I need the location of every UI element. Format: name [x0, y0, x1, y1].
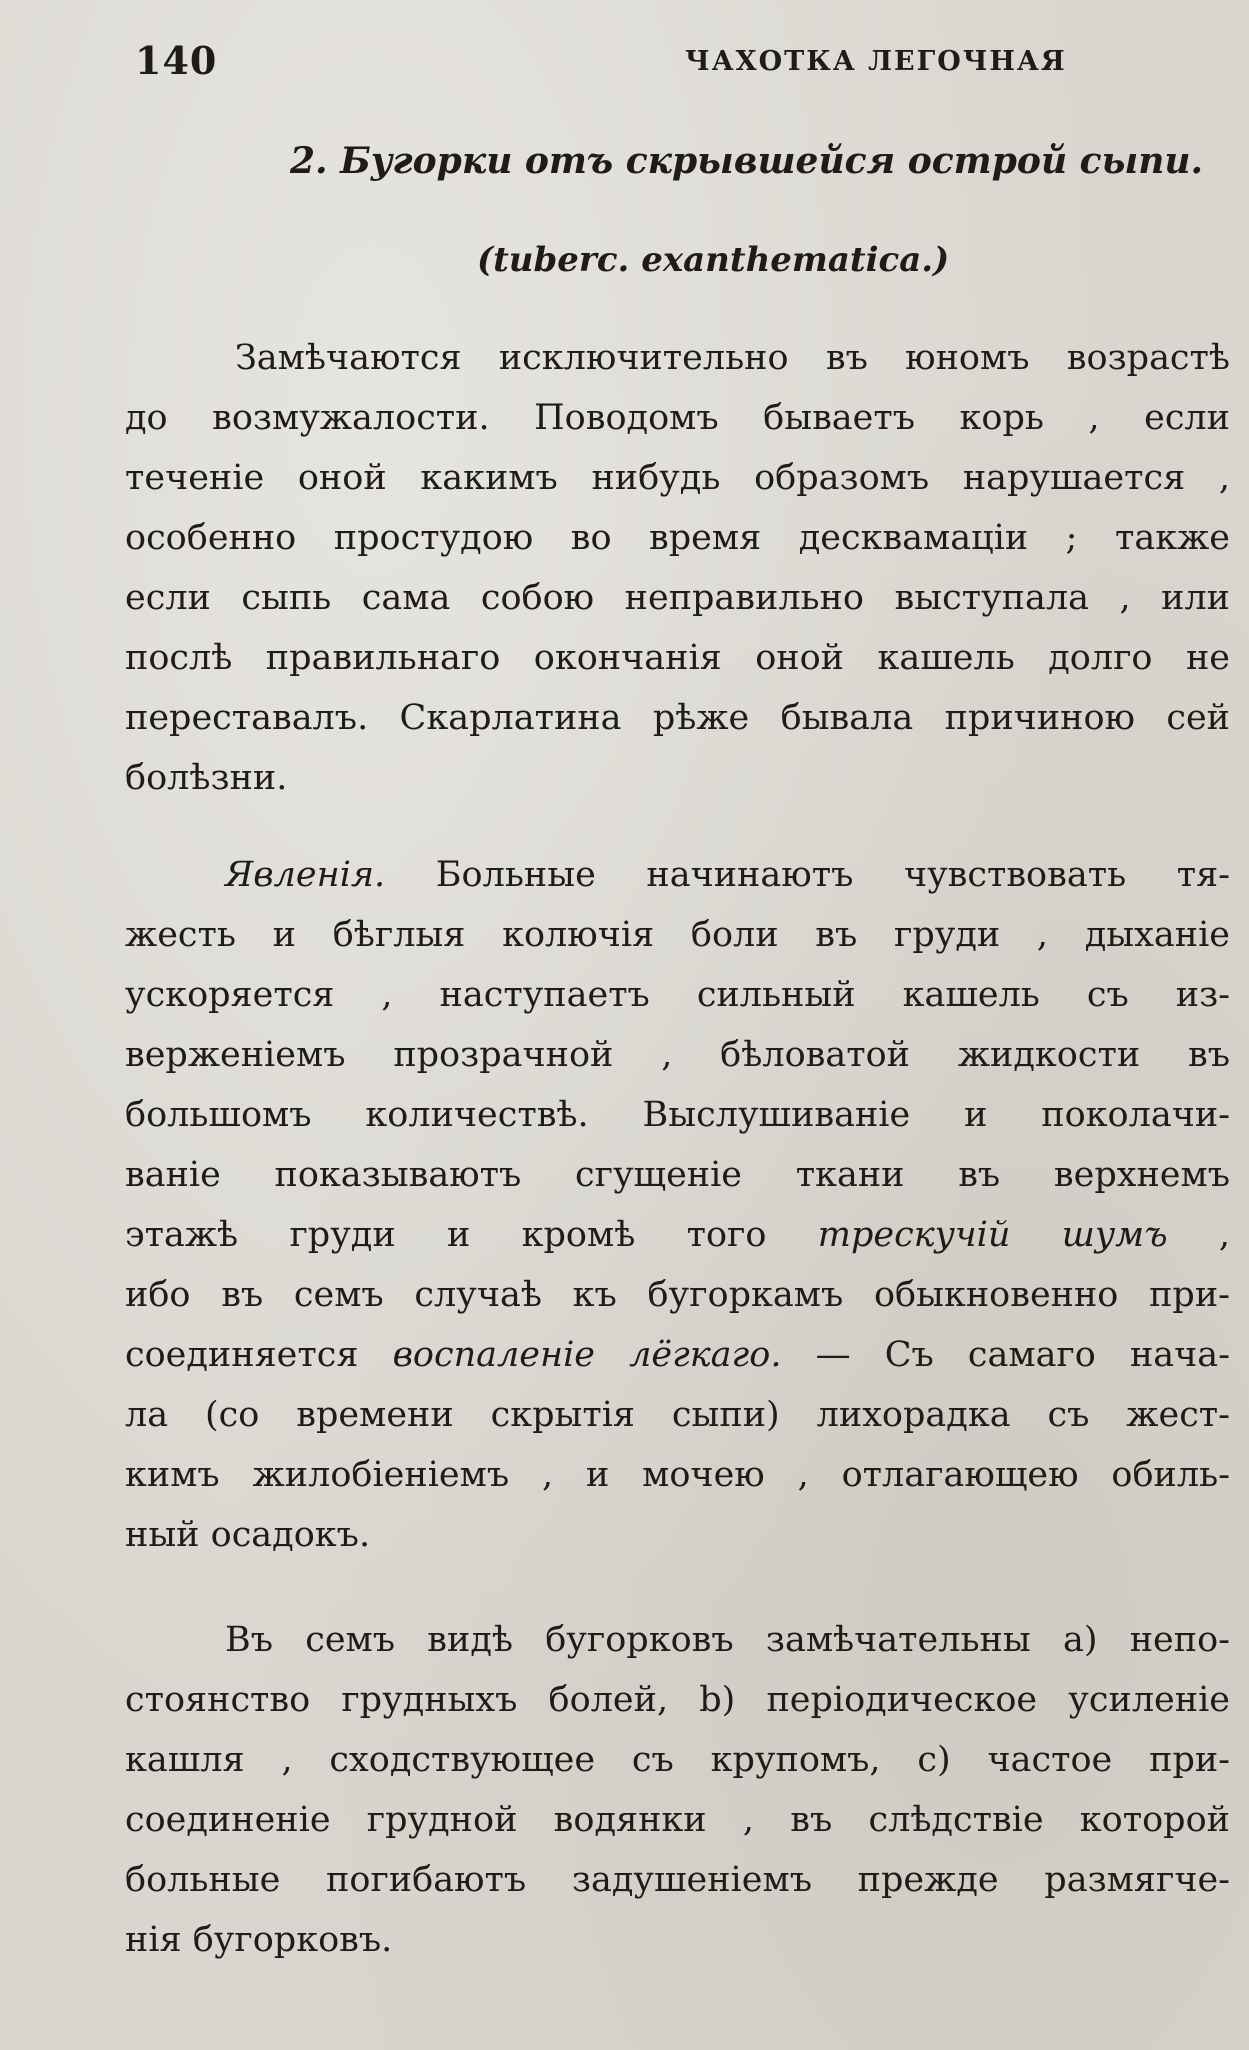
section-subheading: (tuberc. exanthematica.)	[477, 240, 950, 280]
emphasis-term: трескучій шумъ	[817, 1215, 1168, 1255]
page-number: 140	[135, 38, 218, 83]
text-fragment: — Съ самаго нача-	[781, 1335, 1230, 1375]
text-line: ваніе показываютъ сгущеніе ткани въ верхнемъ	[125, 1155, 1230, 1195]
text-line: большомъ количествѣ. Выслушиваніе и поколачи-	[125, 1095, 1230, 1135]
text-line: особенно простудою во время десквамаціи ; также	[125, 518, 1230, 558]
text-line: Замѣчаются исключительно въ юномъ возрастѣ	[235, 338, 1230, 378]
paragraph-lead: Явленія.	[225, 855, 386, 895]
text-line: переставалъ. Скарлатина рѣже бывала причиною сей	[125, 698, 1230, 738]
running-title: ЧАХОТКА ЛЕГОЧНАЯ	[685, 46, 1067, 77]
text-line: стоянство грудныхъ болей, b) періодическое усиленіе	[125, 1680, 1230, 1720]
text-fragment: Больные начинаютъ чувствовать тя-	[385, 855, 1230, 895]
page-header	[135, 38, 1210, 98]
text-line: жесть и бѣглыя колючія боли въ груди , дыханіе	[125, 915, 1230, 955]
text-line: болѣзни.	[125, 758, 288, 798]
text-line: до возмужалости. Поводомъ бываетъ корь , если	[125, 398, 1230, 438]
section-heading: 2. Бугорки отъ скрывшейся острой сыпи.	[290, 140, 1204, 182]
text-line: если сыпь сама собою неправильно выступала , или	[125, 578, 1230, 618]
text-line: ла (со времени скрытія сыпи) лихорадка съ жест-	[125, 1395, 1230, 1435]
text-line: соединеніе грудной водянки , въ слѣдствіе которой	[125, 1800, 1230, 1840]
text-line: нія бугорковъ.	[125, 1920, 393, 1960]
text-line: верженіемъ прозрачной , бѣловатой жидкости въ	[125, 1035, 1230, 1075]
text-line: теченіе оной какимъ нибудь образомъ нарушается ,	[125, 458, 1230, 498]
text-fragment: этажѣ груди и кромѣ того	[125, 1215, 818, 1255]
text-line: кашля , сходствующее съ крупомъ, с) частое при-	[125, 1740, 1230, 1780]
text-line: ибо въ семъ случаѣ къ бугоркамъ обыкновенно при-	[125, 1275, 1230, 1315]
paragraph-3	[125, 1610, 1230, 1970]
text-line	[125, 845, 1230, 905]
text-line	[125, 1205, 1230, 1265]
text-fragment: соединяется	[125, 1335, 393, 1375]
text-line: послѣ правильнаго окончанія оной кашель долго не	[125, 638, 1230, 678]
paragraph-1	[125, 328, 1230, 808]
text-line: ный осадокъ.	[125, 1515, 371, 1555]
text-line	[125, 1325, 1230, 1385]
text-line: больные погибаютъ задушеніемъ прежде размягче-	[125, 1860, 1230, 1900]
text-line: Въ семъ видѣ бугорковъ замѣчательны а) непо-	[225, 1620, 1230, 1660]
text-line: кимъ жилобіеніемъ , и мочею , отлагающею обиль-	[125, 1455, 1230, 1495]
text-fragment: ,	[1167, 1215, 1230, 1255]
emphasis-term: воспаленіе лёгкаго.	[392, 1335, 782, 1375]
text-line: ускоряется , наступаетъ сильный кашель съ из-	[125, 975, 1230, 1015]
paragraph-2	[125, 845, 1230, 1565]
